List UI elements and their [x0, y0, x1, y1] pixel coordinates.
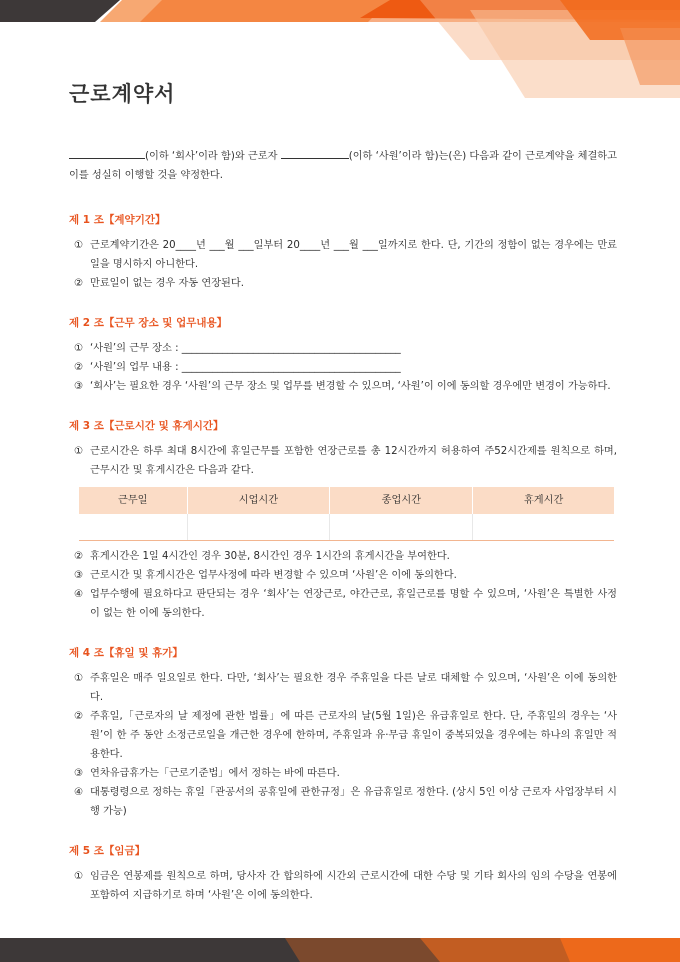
table-header: 휴게시간 [473, 487, 614, 514]
table-cell[interactable] [187, 514, 330, 541]
list-item: ④ 업무수행에 필요하다고 판단되는 경우 ‘회사’는 연장근로, 야간근로, 휴일근로를 명할 수 있으며, ‘사원’은 특별한 사정이 없는 한 이에 동의한다. [74, 589, 617, 619]
list-item: ③ ‘회사’는 필요한 경우 ‘사원’의 근무 장소 및 업무를 변경할 수 있으며, ‘사원’이 이에 동의할 경우에만 변경이 가능하다. [74, 381, 611, 392]
article-title: 제 5 조【임금】 [69, 845, 146, 857]
table-header: 종업시간 [330, 487, 473, 514]
document-title: 근로계약서 [69, 82, 176, 106]
article-5 [69, 842, 617, 905]
document-body [69, 147, 617, 913]
work-hours-table [79, 487, 614, 541]
table-cell[interactable] [79, 514, 187, 541]
table-header: 근무일 [79, 487, 187, 514]
list-item: ③ 근로시간 및 휴게시간은 업무사정에 따라 변경할 수 있으며 ‘사원’은 이에 동의한다. [74, 570, 457, 581]
company-blank[interactable] [69, 147, 145, 159]
list-item: ④ 대통령령으로 정하는 휴일「관공서의 공휴일에 관한규정」은 유급휴일로 정한다. (상시 5인 이상 근로자 사업장부터 시행 가능) [74, 787, 617, 817]
footer-decoration [0, 930, 680, 962]
list-item: ② 만료일이 없는 경우 자동 연장된다. [74, 278, 244, 289]
article-title: 제 2 조【근무 장소 및 업무내용】 [69, 317, 228, 329]
intro-paragraph [69, 147, 617, 185]
intro-text-1: (이하 ‘회사’이라 함)와 근로자 [145, 151, 278, 162]
article-4 [69, 644, 617, 821]
table-cell[interactable] [330, 514, 473, 541]
list-item: ① 임금은 연봉제를 원칙으로 하며, 당사자 간 합의하에 시간외 근로시간에 대한 수당 및 기타 회사의 임의 수당을 연봉에 포함하여 지급하기로 하며 ‘사원’은 이에 동의한다. [74, 871, 617, 901]
list-item: ③ 연차유급휴가는「근로기준법」에서 정하는 바에 따른다. [74, 768, 340, 779]
intro-text-2: (이하 ‘사원’이라 함)는(은) 다음과 같이 근로계약을 체결하고 이를 성실히 이행할 것을 약정한다. [69, 151, 617, 181]
article-1 [69, 211, 617, 293]
table-cell[interactable] [473, 514, 614, 541]
article-2 [69, 314, 617, 396]
table-row [79, 514, 614, 541]
table-header: 시업시간 [187, 487, 330, 514]
list-item: ② ‘사원’의 업무 내용 : ___________________________________________ [74, 362, 401, 373]
list-item: ① 주휴일은 매주 일요일로 한다. 다만, ‘회사’는 필요한 경우 주휴일을 다른 날로 대체할 수 있으며, ‘사원’은 이에 동의한다. [74, 673, 617, 703]
list-item: ① 근로계약기간은 20____년 ___월 ___일부터 20____년 ___월 ___일까지로 한다. 단, 기간의 정함이 없는 경우에는 만료일을 명시하지 아니한다. [74, 240, 617, 270]
list-item: ② 주휴일,「근로자의 날 제정에 관한 법률」에 따른 근로자의 날(5월 1일)은 유급휴일로 한다. 단, 주휴일의 경우는 ‘사원’이 한 주 동안 소정근로일을 개근한 경우에 한하며, 주휴일과 유·무급 휴일이 중복되었을 경우에는 하나의 휴일만 적용한다. [74, 711, 617, 760]
article-title: 제 1 조【계약기간】 [69, 214, 166, 226]
list-item: ① 근로시간은 하루 최대 8시간에 휴일근무를 포함한 연장근로를 총 12시간까지 허용하여 주52시간제를 원칙으로 하며, 근무시간 및 휴게시간은 다음과 같다. [74, 446, 617, 476]
employee-blank[interactable] [281, 147, 349, 159]
list-item: ① ‘사원’의 근무 장소 : ___________________________________________ [74, 343, 401, 354]
list-item: ② 휴게시간은 1일 4시간인 경우 30분, 8시간인 경우 1시간의 휴게시간을 부여한다. [74, 551, 450, 562]
article-title: 제 4 조【휴일 및 휴가】 [69, 647, 183, 659]
article-title: 제 3 조【근로시간 및 휴게시간】 [69, 420, 224, 432]
article-3 [69, 417, 617, 623]
